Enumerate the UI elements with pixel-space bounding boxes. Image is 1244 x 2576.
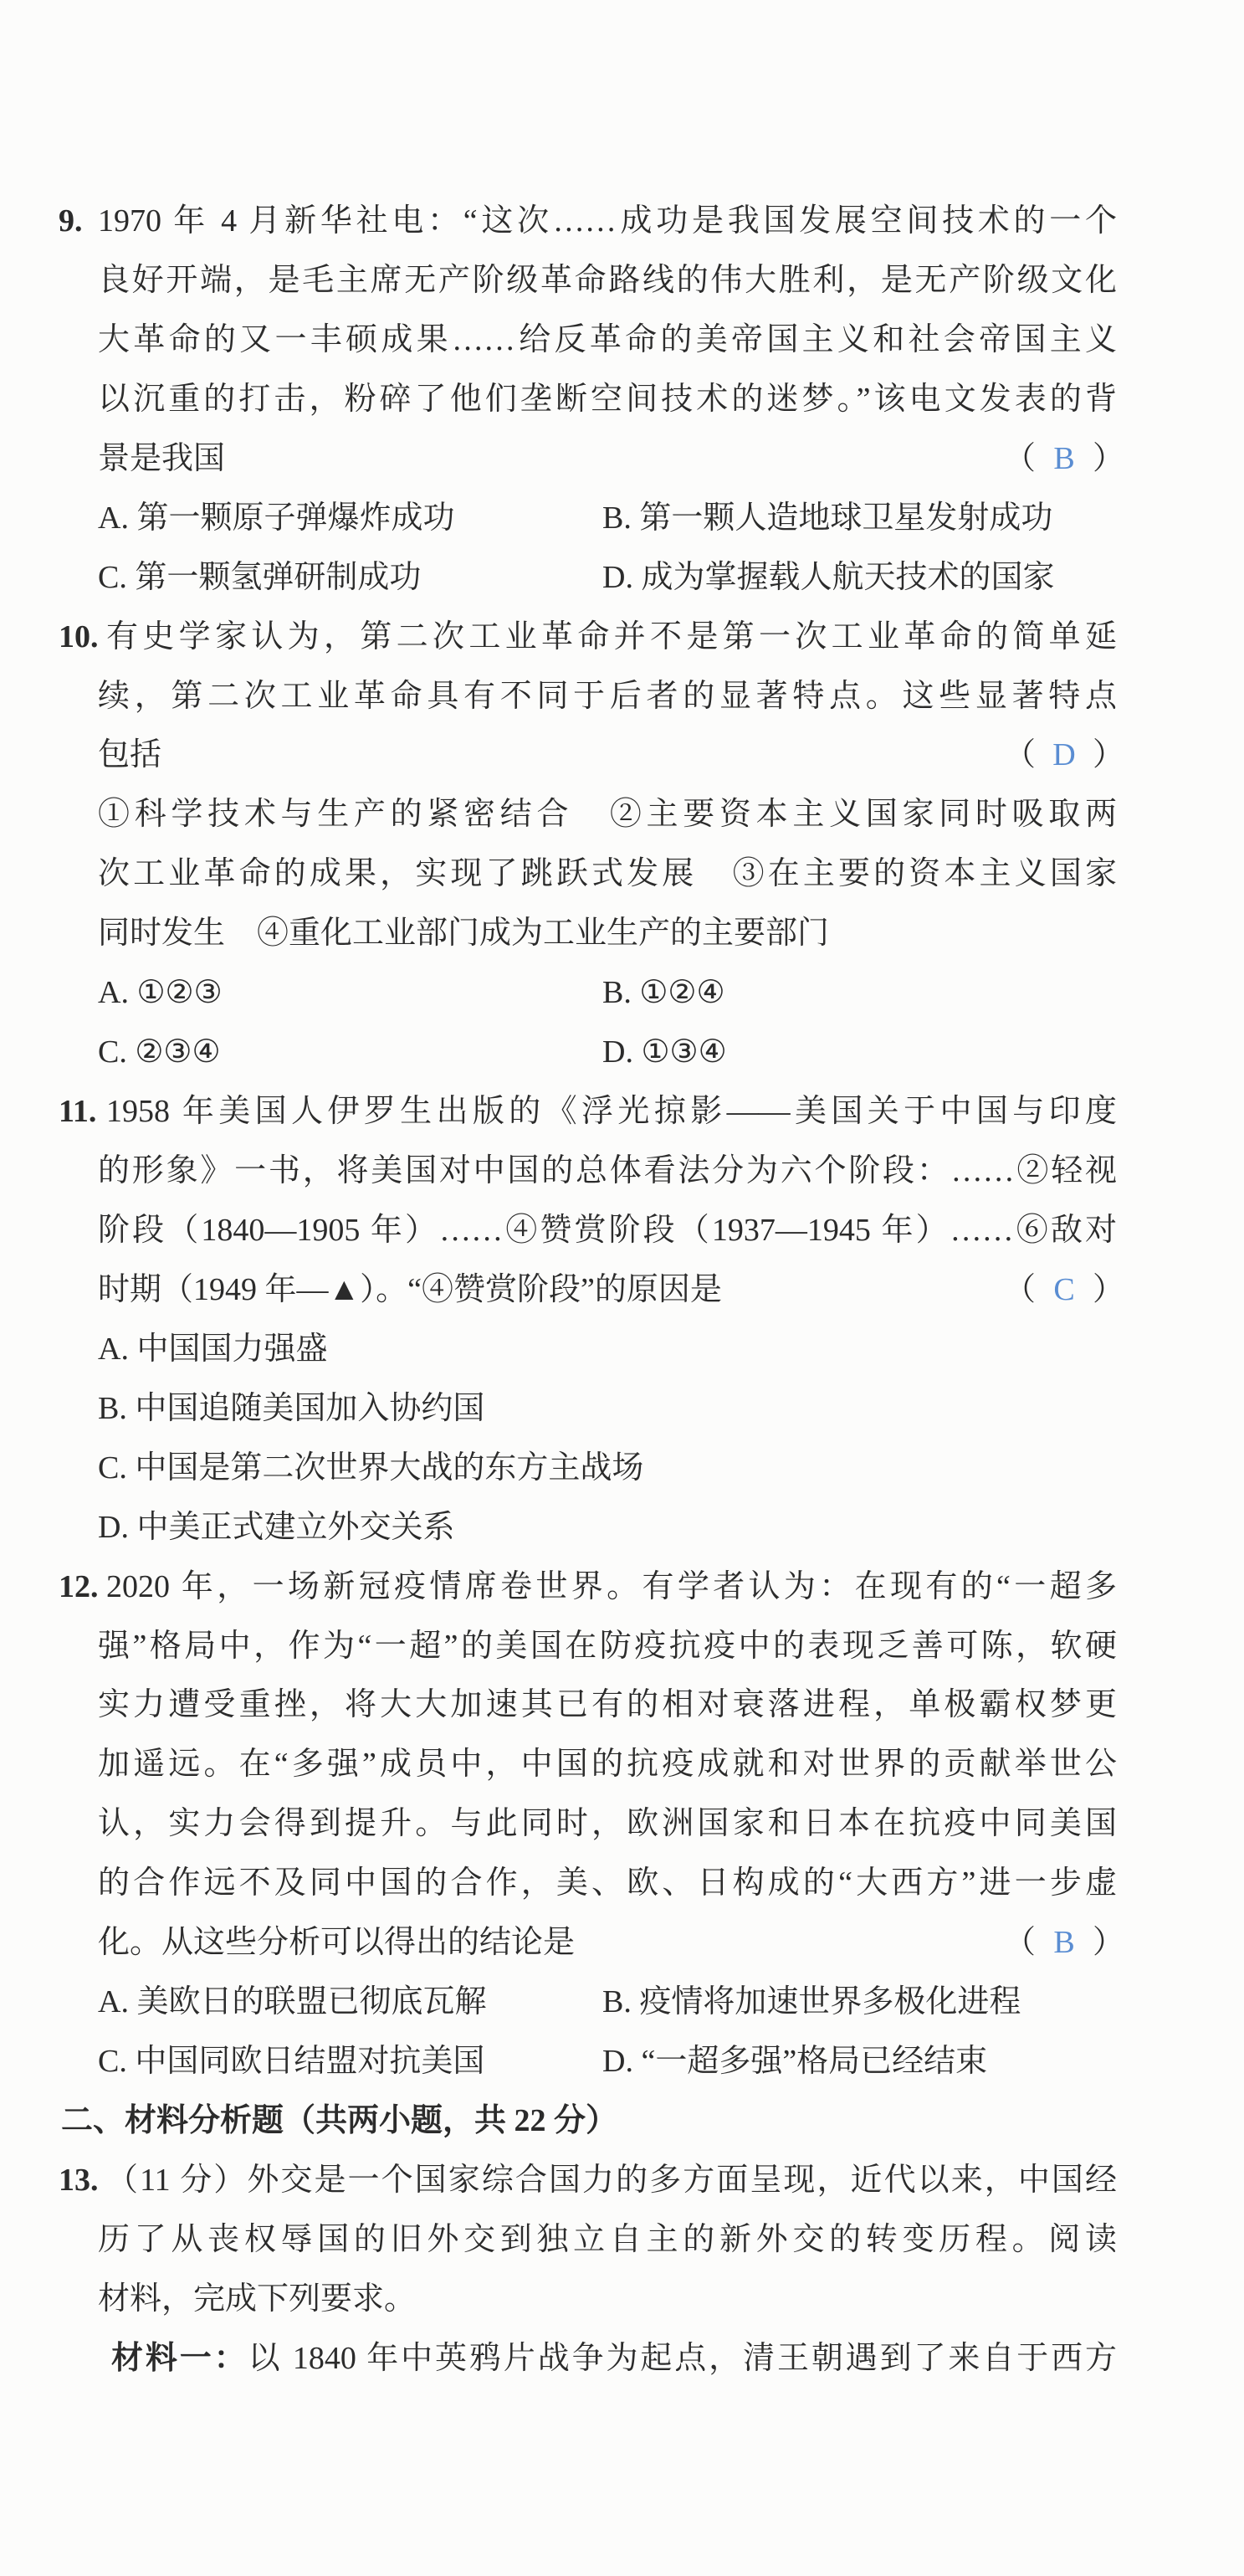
- question-12-line: [0, 1794, 1244, 1854]
- question-11-line: [0, 1142, 1244, 1201]
- question-12-options-row: [0, 1973, 1244, 2032]
- answer-bracket-open: （: [1004, 737, 1037, 773]
- question-10-statement-line: [0, 844, 1244, 904]
- question-13-text: 历了从丧权辱国的旧外交到独立自主的新外交的转变历程。阅读: [98, 2221, 1117, 2257]
- question-11-line: [0, 1201, 1244, 1260]
- question-9-line: [0, 370, 1244, 429]
- option-label: A.: [98, 1331, 129, 1367]
- option-label: A.: [98, 1984, 129, 2020]
- question-13-line: [0, 2151, 1244, 2210]
- option-text: 美欧日的联盟已彻底瓦解: [136, 1984, 487, 2020]
- option-label: B.: [602, 500, 632, 536]
- question-12-option-b: [602, 1973, 1021, 2032]
- question-10-statements: 次工业革命的成果，实现了跳跃式发展 ③在主要的资本主义国家: [98, 856, 1117, 892]
- option-label: C.: [98, 2044, 127, 2080]
- option-label: C.: [98, 1034, 127, 1070]
- option-text: 成为掌握载人航天技术的国家: [641, 559, 1055, 595]
- material-one-text: 以 1840 年中英鸦片战争为起点，清王朝遇到了来自于西方: [248, 2340, 1117, 2376]
- question-12-text: 强”格局中，作为“一超”的美国在防疫抗疫中的表现乏善可陈，软硬: [98, 1628, 1117, 1664]
- question-11-number: 11.: [59, 1094, 97, 1130]
- question-9-line: [0, 251, 1244, 310]
- question-12-text: 加遥远。在“多强”成员中，中国的抗疫成就和对世界的贡献举世公: [98, 1747, 1117, 1783]
- question-10-statement-line: [0, 785, 1244, 844]
- option-label: C.: [98, 1450, 127, 1486]
- question-13-line: [0, 2210, 1244, 2270]
- answer-bracket-close: ）: [1093, 737, 1125, 773]
- section-heading-text: 二、材料分析题（共两小题，共 22 分）: [61, 2103, 618, 2138]
- question-9-text: 1970 年 4 月新华社电：“这次……成功是我国发展空间技术的一个: [98, 203, 1117, 239]
- question-11-option-b: [0, 1379, 1244, 1439]
- question-13-number: 13.: [59, 2162, 99, 2198]
- answer-bracket-open: （: [1004, 1271, 1037, 1307]
- material-one-line: [0, 2329, 1244, 2389]
- option-label: D.: [602, 559, 633, 595]
- answer-bracket-open: （: [1004, 1925, 1037, 1961]
- question-11-text: 的形象》一书，将美国对中国的总体看法分为六个阶段：……②轻视: [98, 1153, 1117, 1188]
- option-text: 中国国力强盛: [136, 1331, 328, 1367]
- option-text: 中国同欧日结盟对抗美国: [135, 2044, 485, 2080]
- question-9-option-a: [98, 489, 602, 548]
- option-text: 中国追随美国加入协约国: [135, 1390, 485, 1426]
- option-text: 第一颗氢弹研制成功: [135, 559, 422, 595]
- question-12-number: 12.: [59, 1568, 99, 1604]
- question-13-line: [0, 2270, 1244, 2329]
- answer-bracket-close: ）: [1093, 440, 1125, 476]
- question-9-line: [0, 192, 1244, 251]
- question-12-text: 认，实力会得到提升。与此同时，欧洲国家和日本在抗疫中同美国: [98, 1806, 1117, 1842]
- question-10-line: [0, 726, 1244, 785]
- question-12-line: [0, 1913, 1244, 1973]
- question-12-options-row: [0, 2032, 1244, 2091]
- question-12-text: 化。从这些分析可以得出的结论是: [98, 1925, 576, 1961]
- question-10-option-a: [98, 963, 602, 1023]
- question-9-line: [0, 429, 1244, 489]
- option-label: D.: [98, 1509, 129, 1545]
- option-text: ①③④: [641, 1034, 727, 1070]
- answer-bracket-close: ）: [1093, 1925, 1125, 1961]
- question-9-answer: B: [1053, 440, 1075, 476]
- question-9-option-c: [98, 548, 602, 608]
- question-10-statements: ①科学技术与生产的紧密结合 ②主要资本主义国家同时吸取两: [98, 797, 1117, 833]
- option-text: 疫情将加速世界多极化进程: [639, 1984, 1021, 2020]
- question-11-option-a: [0, 1320, 1244, 1379]
- question-12-line: [0, 1617, 1244, 1676]
- answer-bracket-close: ）: [1093, 1271, 1125, 1307]
- question-11-text: 阶段（1840—1905 年）……④赞赏阶段（1937—1945 年）……⑥敌对: [98, 1212, 1117, 1248]
- question-12-line: [0, 1675, 1244, 1735]
- material-one-label: 材料一：: [111, 2340, 248, 2376]
- option-text: 中国是第二次世界大战的东方主战场: [135, 1450, 644, 1486]
- question-11-line: [0, 1082, 1244, 1142]
- question-11-answer: C: [1053, 1271, 1075, 1307]
- question-11-option-d: [0, 1498, 1244, 1557]
- option-label: B.: [602, 975, 632, 1011]
- option-text: 第一颗人造地球卫星发射成功: [639, 500, 1053, 536]
- question-9-text: 以沉重的打击，粉碎了他们垄断空间技术的迷梦。”该电文发表的背: [98, 381, 1117, 417]
- question-12-answer: B: [1053, 1925, 1075, 1961]
- question-10-statement-line: [0, 904, 1244, 963]
- question-10-text: 续，第二次工业革命具有不同于后者的显著特点。这些显著特点: [98, 678, 1117, 714]
- question-10-option-c: [98, 1023, 602, 1082]
- option-label: B.: [602, 1984, 632, 2020]
- question-12-line: [0, 1735, 1244, 1794]
- question-10-answer: D: [1052, 737, 1076, 773]
- question-10-line: [0, 667, 1244, 726]
- question-10-line: [0, 608, 1244, 667]
- question-9-option-b: [602, 489, 1052, 548]
- option-text: ①②④: [639, 975, 725, 1011]
- option-label: B.: [98, 1390, 127, 1426]
- option-text: ①②③: [136, 975, 223, 1011]
- option-label: C.: [98, 559, 127, 595]
- question-12-option-a: [98, 1973, 602, 2032]
- question-11-option-c: [0, 1439, 1244, 1498]
- question-10-option-d: [602, 1023, 727, 1082]
- question-12-text: 实力遭受重挫，将大大加速其已有的相对衰落进程，单极霸权梦更: [98, 1687, 1117, 1723]
- question-9-options-row: [0, 548, 1244, 608]
- question-9-line: [0, 310, 1244, 370]
- question-9-number: 9.: [59, 203, 83, 239]
- option-label: A.: [98, 975, 129, 1011]
- question-9-text: 大革命的又一丰硕成果……给反革命的美帝国主义和社会帝国主义: [98, 321, 1117, 357]
- option-label: D.: [602, 1034, 633, 1070]
- option-label: A.: [98, 500, 129, 536]
- exam-content: [0, 192, 1244, 2389]
- question-12-line: [0, 1557, 1244, 1617]
- question-9-options-row: [0, 489, 1244, 548]
- question-12-option-c: [98, 2032, 602, 2091]
- question-11-line: [0, 1260, 1244, 1320]
- question-10-text: 包括: [98, 737, 162, 773]
- question-11-text: 时期（1949 年—▲）。“④赞赏阶段”的原因是: [98, 1271, 722, 1307]
- question-10-statements: 同时发生 ④重化工业部门成为工业生产的主要部门: [98, 916, 830, 952]
- option-text: 第一颗原子弹爆炸成功: [136, 500, 455, 536]
- question-10-text: 有史学家认为，第二次工业革命并不是第一次工业革命的简单延: [106, 618, 1117, 654]
- option-text: 中美正式建立外交关系: [136, 1509, 455, 1545]
- question-9-text: 景是我国: [98, 440, 226, 476]
- answer-bracket-open: （: [1004, 440, 1037, 476]
- section-heading: [0, 2091, 1244, 2151]
- question-13-text: （11 分）外交是一个国家综合国力的多方面呈现，近代以来，中国经: [106, 2162, 1117, 2198]
- question-12-line: [0, 1854, 1244, 1913]
- question-10-options-row: [0, 1023, 1244, 1082]
- question-11-text: 1958 年美国人伊罗生出版的《浮光掠影——美国关于中国与印度: [106, 1094, 1117, 1130]
- question-12-text: 2020 年，一场新冠疫情席卷世界。有学者认为：在现有的“一超多: [106, 1568, 1117, 1604]
- question-12-text: 的合作远不及同中国的合作，美、欧、日构成的“大西方”进一步虚: [98, 1865, 1117, 1901]
- question-13-text: 材料，完成下列要求。: [98, 2281, 417, 2317]
- question-10-number: 10.: [59, 618, 99, 654]
- question-10-options-row: [0, 963, 1244, 1023]
- option-text: ②③④: [135, 1034, 221, 1070]
- option-text: “一超多强”格局已经结束: [641, 2044, 988, 2080]
- question-12-option-d: [602, 2032, 987, 2091]
- question-9-text: 良好开端，是毛主席无产阶级革命路线的伟大胜利，是无产阶级文化: [98, 262, 1117, 298]
- question-10-option-b: [602, 963, 725, 1023]
- option-label: D.: [602, 2044, 633, 2080]
- question-9-option-d: [602, 548, 1054, 608]
